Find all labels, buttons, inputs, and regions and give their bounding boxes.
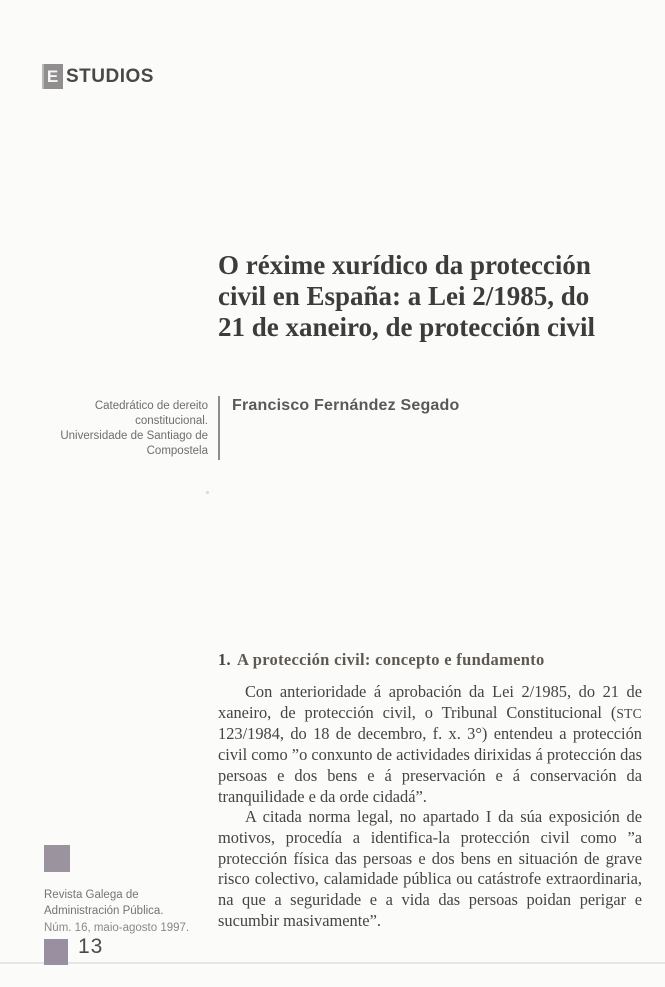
journal-line: Administración Pública. [44,904,164,917]
article-title [218,250,595,343]
estudios-header [42,64,154,89]
affiliation-line: Universidade de Santiago de [60,430,208,442]
article-body [218,682,642,931]
scan-artifact-dot [206,491,209,494]
affiliation-line: constitucional. [135,415,208,427]
author-affiliation [40,396,208,459]
journal-info-text [44,888,189,937]
title-line: civil en España: a Lei 2/1985, do [218,281,590,311]
title-line: 21 de xaneiro, de protección civil [218,312,595,342]
page-number: 13 [78,935,104,958]
journal-info-block [44,845,189,937]
title-line: O réxime xurídico da protección [218,250,591,280]
author-divider [218,396,220,460]
author-name: Francisco Fernández Segado [232,397,460,414]
footer-rule [0,962,665,964]
section-number: 1. [218,650,231,669]
paragraph-2: A citada norma legal, no apartado I da súa exposición de motivos, procedía a identifica-la protección civil como ”a protección física das persoas e dos bens en situación de grave risco colectivo, calamidade pública ou catástrofe extraordinaria, na que a seguridade e a vida das persoas poidan perigar e sucumbir masivamente”. [218,807,642,930]
paragraph-1-text: 123/1984, do 18 de decembro, f. x. 3°) entendeu a protección civil como ”o conxunto de actividades dirixidas á protección das persoas e dos bens e á preservación e á conservación da tranquilidade e da orde cidadá”. [218,724,642,806]
stc-smallcaps: STC [616,705,642,721]
journal-issue-line: Núm. 16, maio-agosto 1997. [44,922,190,934]
page-number-square [44,939,68,965]
paragraph-1 [218,682,642,807]
section-title: A protección civil: concepto e fundamento [236,650,545,669]
paragraph-1-text: Con anterioridade á aprobación da Lei 2/1985, do 21 de xaneiro, de protección civil, o Tribunal Constitucional ( [218,682,642,722]
author-block [40,396,459,460]
affiliation-line: Catedrático de dereito [94,400,208,412]
estudios-wordmark: STUDIOS [66,65,154,87]
journal-line: Revista Galega de [44,889,139,901]
affiliation-line: Compostela [146,445,208,457]
estudios-badge-letter: E [42,64,63,89]
decorative-square [44,845,70,872]
section-heading [218,650,545,670]
